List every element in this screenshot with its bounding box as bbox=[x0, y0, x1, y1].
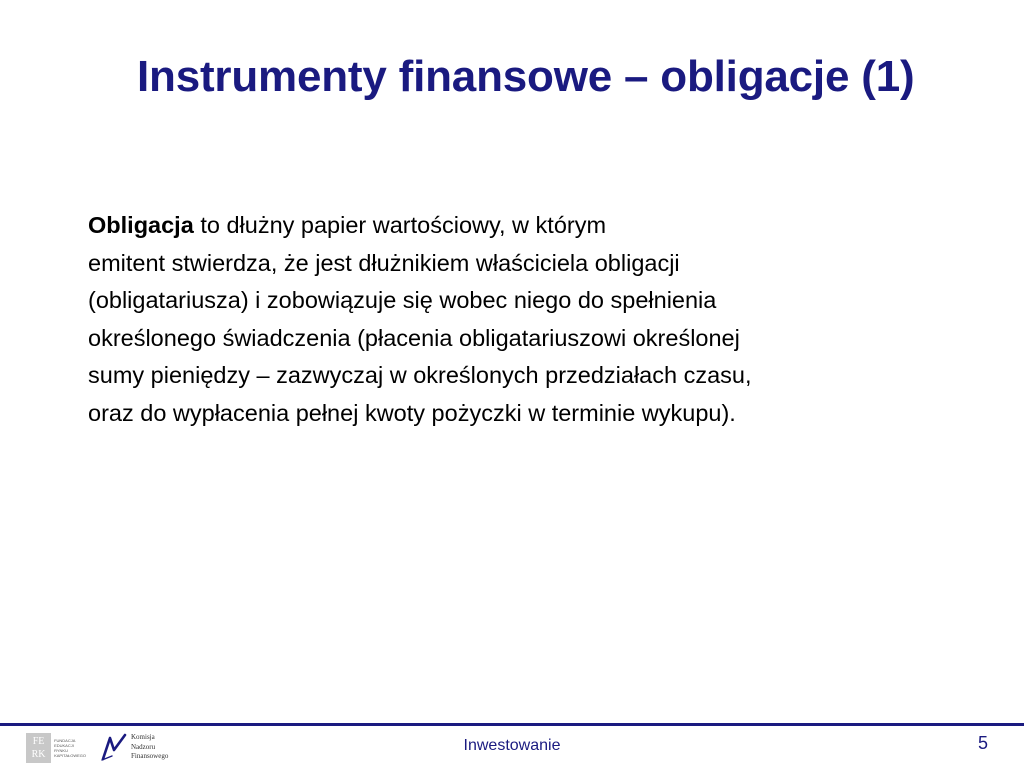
page-number: 5 bbox=[977, 733, 988, 753]
fundacja-wordmark-line: FUNDACJA bbox=[54, 738, 76, 743]
footer-divider bbox=[0, 723, 1024, 726]
definition-line: sumy pieniędzy – zazwyczaj w określonych przedziałach czasu, bbox=[88, 362, 752, 388]
definition-paragraph bbox=[88, 207, 948, 432]
definition-term: Obligacja bbox=[88, 212, 194, 238]
fundacja-wordmark-line: KAPITAŁOWEGO bbox=[54, 753, 86, 758]
definition-line: oraz do wypłacenia pełnej kwoty pożyczki w terminie wykupu). bbox=[88, 399, 736, 426]
monogram-top: FE bbox=[32, 736, 45, 747]
definition-line: (obligatariusza) i zobowiązuje się wobec niego do spełnienia bbox=[88, 287, 717, 313]
definition-line: emitent stwierdza, że jest dłużnikiem właściciela obligacji bbox=[88, 249, 680, 276]
knf-wordmark-line: Komisja bbox=[131, 733, 155, 741]
fundacja-wordmark-line: EDUKACJI bbox=[54, 743, 74, 748]
monogram-bottom: RK bbox=[31, 749, 46, 760]
footer-title: Inwestowanie bbox=[463, 737, 561, 754]
fundacja-wordmark-line: RYNKU bbox=[54, 748, 68, 753]
definition-line: określonego świadczenia (płacenia obligatariuszowi określonej bbox=[88, 324, 740, 351]
knf-wordmark-line: Nadzoru bbox=[131, 742, 156, 751]
knf-wordmark-line: Finansowego bbox=[131, 752, 169, 760]
definition-line-rest: to dłużny papier wartościowy, w którym bbox=[193, 212, 607, 238]
slide-title: Instrumenty finansowe – obligacje (1) bbox=[137, 52, 915, 101]
definition-line bbox=[88, 207, 948, 245]
